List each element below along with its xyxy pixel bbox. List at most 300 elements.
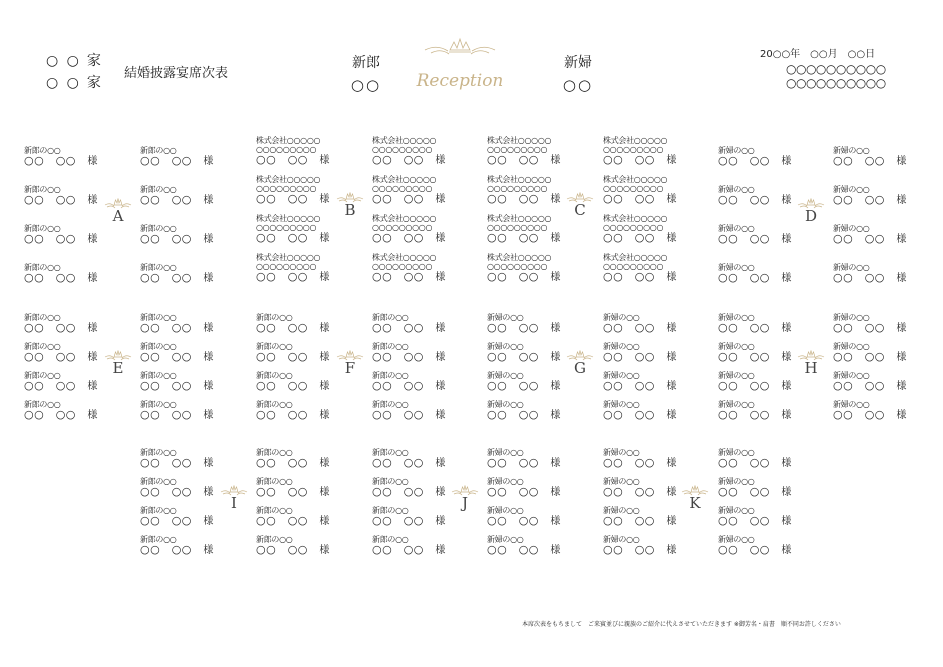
table-letter: D (804, 206, 818, 225)
guest-honorific: 様 (781, 352, 792, 363)
groom-block (336, 52, 396, 94)
table-letter: B (344, 200, 356, 219)
guest-name: ○○ ○○ (140, 232, 192, 245)
family-suffix: 家 (86, 75, 101, 91)
guest-name: ○○ ○○ (256, 192, 308, 205)
guest-honorific: 様 (435, 272, 446, 283)
guest-name: ○○ ○○ (140, 154, 192, 167)
guest-honorific: 様 (203, 323, 214, 334)
guest-title: 新婦の○○ (603, 448, 640, 457)
guest-name-row (833, 155, 943, 168)
guest-name: ○○ ○○ (487, 153, 539, 166)
guest-title: 新婦の○○ (487, 371, 524, 380)
guest-name-row (487, 232, 597, 245)
guest-title: 新郎の○○ (140, 313, 177, 322)
guest-title: 株式会社○○○○○ (603, 136, 668, 145)
guest-honorific: 様 (550, 323, 561, 334)
guest-name: ○○ ○○ (833, 408, 885, 421)
guest-title: 新郎の○○ (140, 371, 177, 380)
guest-title: 新郎の○○ (140, 448, 177, 457)
table-label (214, 484, 254, 512)
guest-title: 新郎の○○ (372, 477, 409, 486)
guest-card (256, 506, 366, 528)
guest-card (256, 214, 366, 245)
guest-name-row (718, 322, 828, 335)
guest-card (140, 342, 250, 364)
guest-card (487, 506, 597, 528)
guest-title: 新婦の○○ (833, 400, 870, 409)
guest-name: ○○ ○○ (718, 379, 770, 392)
guest-name-row (603, 380, 713, 393)
guest-card (487, 136, 597, 167)
guest-honorific: 様 (666, 516, 677, 527)
guest-title: 株式会社○○○○○ (372, 214, 437, 223)
guest-name: ○○ ○○ (603, 543, 655, 556)
guest-title: 株式会社○○○○○ (603, 214, 668, 223)
guest-name: ○○ ○○ (140, 379, 192, 392)
guest-name-row (718, 515, 828, 528)
guest-honorific: 様 (666, 410, 677, 421)
guest-name-row (256, 544, 366, 557)
guest-honorific: 様 (781, 487, 792, 498)
guest-name-row (833, 233, 943, 246)
guest-name-row (718, 544, 828, 557)
guest-title: 新郎の○○ (372, 342, 409, 351)
guest-title: 新郎の○○ (372, 448, 409, 457)
guest-card (718, 400, 828, 422)
guest-title: 新婦の○○ (603, 400, 640, 409)
guest-card (718, 477, 828, 499)
guest-name-row (140, 409, 250, 422)
guest-name-row (372, 322, 482, 335)
guest-title: 株式会社○○○○○ (256, 175, 321, 184)
guest-name: ○○ ○○ (256, 231, 308, 244)
guest-title: 株式会社○○○○○ (372, 253, 437, 262)
guest-name-row (372, 154, 482, 167)
guest-name: ○○ ○○ (372, 321, 424, 334)
guest-honorific: 様 (203, 516, 214, 527)
bride-name: ○○ (562, 76, 594, 94)
guest-name-row (372, 409, 482, 422)
guest-name: ○○ ○○ (603, 408, 655, 421)
reception-crest (405, 36, 515, 106)
guest-card (256, 535, 366, 557)
table-label (791, 197, 831, 225)
guest-honorific: 様 (666, 323, 677, 334)
guest-title: 新婦の○○ (603, 371, 640, 380)
bride-block (548, 52, 608, 94)
guest-name-row (256, 271, 366, 284)
guest-name-row (718, 457, 828, 470)
guest-title: 株式会社○○○○○ (487, 214, 552, 223)
guest-name: ○○ ○○ (487, 192, 539, 205)
guest-card (718, 535, 828, 557)
guest-name: ○○ ○○ (833, 350, 885, 363)
guest-name: ○○ ○○ (256, 514, 308, 527)
guest-name: ○○ ○○ (718, 408, 770, 421)
guest-card (833, 400, 943, 422)
guest-card (833, 185, 943, 207)
guest-subtitle: ○○○○○○○○○ (603, 262, 664, 271)
guest-name: ○○ ○○ (603, 514, 655, 527)
guest-card (24, 313, 134, 335)
guest-title: 新郎の○○ (140, 185, 177, 194)
guest-name-row (140, 272, 250, 285)
guest-honorific: 様 (203, 273, 214, 284)
guest-name: ○○ ○○ (487, 456, 539, 469)
guest-name-row (372, 232, 482, 245)
guest-honorific: 様 (781, 381, 792, 392)
guest-name-row (603, 271, 713, 284)
guest-name-row (487, 457, 597, 470)
guest-name-row (833, 194, 943, 207)
guest-card (372, 371, 482, 393)
guest-honorific: 様 (203, 487, 214, 498)
guest-subtitle: ○○○○○○○○○ (603, 184, 664, 193)
guest-card (718, 506, 828, 528)
guest-name-row (140, 194, 250, 207)
date-text: 20○○年 ○○月 ○○日 (760, 49, 876, 60)
table-letter: G (574, 358, 586, 377)
guest-name-row (603, 193, 713, 206)
guest-card (718, 263, 828, 285)
guest-honorific: 様 (781, 195, 792, 206)
guest-subtitle: ○○○○○○○○○ (487, 262, 548, 271)
guest-title: 新婦の○○ (718, 506, 755, 515)
guest-honorific: 様 (666, 194, 677, 205)
guest-title: 新郎の○○ (372, 400, 409, 409)
guest-honorific: 様 (550, 487, 561, 498)
guest-card (140, 313, 250, 335)
guest-card (603, 253, 713, 284)
guest-name: ○○ ○○ (833, 321, 885, 334)
guest-name: ○○ ○○ (718, 514, 770, 527)
guest-card (372, 175, 482, 206)
guest-name: ○○ ○○ (603, 485, 655, 498)
guest-honorific: 様 (203, 381, 214, 392)
family-suffix: 家 (86, 53, 101, 69)
guest-card (24, 146, 134, 168)
guest-name: ○○ ○○ (24, 232, 76, 245)
guest-honorific: 様 (550, 545, 561, 556)
guest-title: 新郎の○○ (256, 506, 293, 515)
guest-name: ○○ ○○ (140, 193, 192, 206)
guest-title: 新郎の○○ (24, 263, 61, 272)
guest-card (140, 146, 250, 168)
guest-name: ○○ ○○ (372, 485, 424, 498)
guest-honorific: 様 (666, 155, 677, 166)
guest-card (140, 185, 250, 207)
guest-honorific: 様 (435, 233, 446, 244)
guest-honorific: 様 (203, 458, 214, 469)
guest-honorific: 様 (435, 545, 446, 556)
guest-title: 新郎の○○ (140, 535, 177, 544)
guest-title: 株式会社○○○○○ (487, 175, 552, 184)
guest-name: ○○ ○○ (372, 192, 424, 205)
guest-card (487, 214, 597, 245)
guest-name-row (603, 351, 713, 364)
place-line: ○○○○○○○○○○ (786, 76, 886, 90)
guest-honorific: 様 (319, 323, 330, 334)
table-label (98, 349, 138, 377)
guest-card (256, 313, 366, 335)
table-label (675, 484, 715, 512)
guest-name: ○○ ○○ (833, 271, 885, 284)
table-label (445, 484, 485, 512)
guest-title: 新郎の○○ (140, 400, 177, 409)
guest-title: 新郎の○○ (256, 342, 293, 351)
guest-name-row (256, 380, 366, 393)
guest-name-row (140, 322, 250, 335)
guest-title: 新郎の○○ (140, 506, 177, 515)
guest-name-row (256, 486, 366, 499)
guest-name: ○○ ○○ (24, 321, 76, 334)
guest-title: 新婦の○○ (603, 535, 640, 544)
guest-name: ○○ ○○ (256, 543, 308, 556)
guest-name: ○○ ○○ (140, 485, 192, 498)
guest-name: ○○ ○○ (718, 350, 770, 363)
guest-name-row (603, 515, 713, 528)
guest-name-row (718, 272, 828, 285)
guest-title: 新郎の○○ (372, 313, 409, 322)
guest-title: 新婦の○○ (833, 263, 870, 272)
guest-title: 株式会社○○○○○ (372, 136, 437, 145)
guest-name-row (718, 233, 828, 246)
guest-name: ○○ ○○ (833, 154, 885, 167)
guest-card (603, 535, 713, 557)
guest-name: ○○ ○○ (718, 193, 770, 206)
guest-subtitle: ○○○○○○○○○ (256, 223, 317, 232)
guest-name-row (603, 457, 713, 470)
guest-name: ○○ ○○ (24, 154, 76, 167)
guest-title: 新郎の○○ (256, 400, 293, 409)
guest-title: 新婦の○○ (833, 371, 870, 380)
guest-name: ○○ ○○ (718, 232, 770, 245)
guest-title: 新婦の○○ (718, 185, 755, 194)
guest-honorific: 様 (550, 352, 561, 363)
guest-title: 新郎の○○ (256, 535, 293, 544)
guest-name-row (140, 351, 250, 364)
guest-name: ○○ ○○ (256, 350, 308, 363)
guest-honorific: 様 (87, 195, 98, 206)
guest-honorific: 様 (319, 487, 330, 498)
guest-name-row (256, 154, 366, 167)
guest-card (256, 448, 366, 470)
guest-title: 新婦の○○ (603, 313, 640, 322)
family-names (46, 50, 101, 94)
guest-name: ○○ ○○ (256, 456, 308, 469)
guest-honorific: 様 (550, 458, 561, 469)
guest-name: ○○ ○○ (718, 271, 770, 284)
guest-name-row (140, 233, 250, 246)
guest-honorific: 様 (435, 381, 446, 392)
guest-honorific: 様 (781, 234, 792, 245)
guest-honorific: 様 (666, 458, 677, 469)
guest-honorific: 様 (203, 410, 214, 421)
guest-honorific: 様 (550, 233, 561, 244)
guest-honorific: 様 (203, 156, 214, 167)
guest-title: 新郎の○○ (256, 477, 293, 486)
guest-card (372, 313, 482, 335)
guest-name-row (718, 155, 828, 168)
guest-card (372, 253, 482, 284)
guest-name-row (372, 193, 482, 206)
guest-honorific: 様 (781, 156, 792, 167)
guest-name-row (372, 515, 482, 528)
guest-name-row (487, 544, 597, 557)
guest-honorific: 様 (550, 516, 561, 527)
guest-card (372, 535, 482, 557)
guest-name-row (718, 486, 828, 499)
guest-card (372, 400, 482, 422)
guest-card (24, 263, 134, 285)
guest-title: 新婦の○○ (487, 477, 524, 486)
guest-honorific: 様 (435, 155, 446, 166)
guest-title: 株式会社○○○○○ (372, 175, 437, 184)
family-marks: ○ ○ (46, 75, 81, 91)
guest-honorific: 様 (319, 458, 330, 469)
guest-title: 新郎の○○ (372, 506, 409, 515)
guest-name-row (718, 380, 828, 393)
guest-subtitle: ○○○○○○○○○ (603, 145, 664, 154)
guest-name: ○○ ○○ (372, 379, 424, 392)
family-line (46, 72, 101, 94)
guest-title: 新郎の○○ (24, 400, 61, 409)
guest-honorific: 様 (435, 516, 446, 527)
guest-card (603, 371, 713, 393)
guest-title: 株式会社○○○○○ (487, 253, 552, 262)
guest-name-row (603, 409, 713, 422)
guest-name-row (140, 515, 250, 528)
guest-card (24, 400, 134, 422)
guest-honorific: 様 (666, 381, 677, 392)
guest-name: ○○ ○○ (833, 193, 885, 206)
guest-name: ○○ ○○ (603, 350, 655, 363)
guest-name-row (256, 515, 366, 528)
guest-title: 新婦の○○ (603, 477, 640, 486)
guest-title: 新郎の○○ (24, 185, 61, 194)
guest-name-row (487, 154, 597, 167)
guest-title: 新郎の○○ (372, 535, 409, 544)
guest-name: ○○ ○○ (140, 456, 192, 469)
guest-title: 新婦の○○ (487, 313, 524, 322)
guest-subtitle: ○○○○○○○○○ (372, 262, 433, 271)
footer-note: 本席次表をもちまして ご来賓並びに親族のご紹介に代えさせていただきます ※御芳名・肩書 順不同お許しください (522, 621, 841, 628)
guest-name: ○○ ○○ (140, 514, 192, 527)
guest-name: ○○ ○○ (256, 321, 308, 334)
family-line (46, 50, 101, 72)
guest-honorific: 様 (896, 273, 907, 284)
guest-name-row (603, 232, 713, 245)
guest-name: ○○ ○○ (256, 408, 308, 421)
guest-name: ○○ ○○ (256, 485, 308, 498)
guest-name: ○○ ○○ (603, 379, 655, 392)
guest-honorific: 様 (87, 410, 98, 421)
guest-honorific: 様 (319, 352, 330, 363)
guest-honorific: 様 (203, 352, 214, 363)
guest-title: 新婦の○○ (718, 400, 755, 409)
guest-name-row (140, 544, 250, 557)
guest-card (833, 371, 943, 393)
guest-honorific: 様 (666, 352, 677, 363)
guest-name: ○○ ○○ (487, 379, 539, 392)
guest-name: ○○ ○○ (603, 321, 655, 334)
guest-title: 新婦の○○ (833, 185, 870, 194)
guest-card (487, 253, 597, 284)
guest-name-row (487, 380, 597, 393)
guest-title: 新婦の○○ (718, 535, 755, 544)
guest-honorific: 様 (203, 234, 214, 245)
guest-card (487, 535, 597, 557)
guest-subtitle: ○○○○○○○○○ (256, 262, 317, 271)
guest-card (833, 146, 943, 168)
guest-name: ○○ ○○ (487, 408, 539, 421)
guest-name-row (140, 380, 250, 393)
guest-honorific: 様 (896, 323, 907, 334)
guest-name: ○○ ○○ (833, 379, 885, 392)
guest-name-row (24, 322, 134, 335)
table-letter: J (461, 493, 468, 512)
guest-card (487, 448, 597, 470)
guest-honorific: 様 (435, 410, 446, 421)
guest-name: ○○ ○○ (140, 321, 192, 334)
guest-card (140, 448, 250, 470)
guest-card (603, 175, 713, 206)
guest-name-row (372, 544, 482, 557)
guest-title: 新郎の○○ (140, 477, 177, 486)
guest-name-row (603, 154, 713, 167)
guest-title: 新郎の○○ (256, 313, 293, 322)
guest-honorific: 様 (781, 545, 792, 556)
guest-name-row (487, 486, 597, 499)
guest-subtitle: ○○○○○○○○○ (256, 145, 317, 154)
guest-honorific: 様 (203, 545, 214, 556)
guest-name: ○○ ○○ (372, 350, 424, 363)
guest-honorific: 様 (781, 323, 792, 334)
guest-name: ○○ ○○ (487, 485, 539, 498)
guest-subtitle: ○○○○○○○○○ (372, 223, 433, 232)
guest-honorific: 様 (550, 410, 561, 421)
guest-card (603, 400, 713, 422)
guest-title: 新婦の○○ (487, 400, 524, 409)
guest-subtitle: ○○○○○○○○○ (372, 145, 433, 154)
guest-honorific: 様 (87, 381, 98, 392)
guest-honorific: 様 (550, 381, 561, 392)
guest-name: ○○ ○○ (603, 231, 655, 244)
guest-card (372, 136, 482, 167)
guest-name-row (603, 544, 713, 557)
guest-honorific: 様 (781, 516, 792, 527)
family-marks: ○ ○ (46, 53, 81, 69)
guest-title: 新郎の○○ (140, 224, 177, 233)
guest-honorific: 様 (319, 381, 330, 392)
bride-label: 新婦 (564, 55, 592, 71)
guest-card (833, 224, 943, 246)
guest-title: 新婦の○○ (603, 342, 640, 351)
guest-subtitle: ○○○○○○○○○ (487, 184, 548, 193)
guest-honorific: 様 (896, 156, 907, 167)
guest-name-row (140, 457, 250, 470)
guest-title: 新郎の○○ (24, 146, 61, 155)
guest-card (833, 313, 943, 335)
guest-name-row (140, 155, 250, 168)
guest-honorific: 様 (319, 516, 330, 527)
guest-name: ○○ ○○ (718, 543, 770, 556)
table-letter: K (689, 493, 701, 512)
guest-honorific: 様 (203, 195, 214, 206)
guest-subtitle: ○○○○○○○○○ (487, 145, 548, 154)
guest-card (372, 342, 482, 364)
